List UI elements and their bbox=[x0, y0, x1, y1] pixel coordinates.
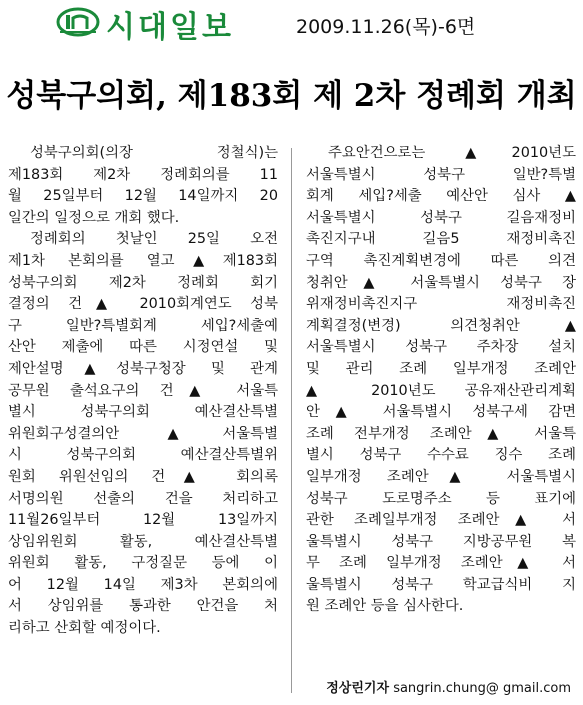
article-line: 월 25일부터 12월 14일까지 20 bbox=[8, 188, 278, 205]
article-line: 상임위원회 활동, 예산결산특별 bbox=[8, 533, 278, 550]
article-left-column bbox=[8, 143, 278, 640]
article-line: 구역 촉진계획변경에 따른 의견 bbox=[306, 252, 576, 269]
article-line: 제183회 제2차 정례회의를 11 bbox=[8, 166, 278, 183]
article-line: 서울특별시 성북구 길음재정비 bbox=[306, 209, 576, 226]
article-line: 제안설명▲성북구청장 및 관계 bbox=[8, 360, 278, 377]
article-line: 11월26일부터 12월 13일까지 bbox=[8, 512, 278, 529]
newspaper-logo-icon bbox=[56, 6, 100, 38]
article-line: 산안 제출에 따른 시정연설 및 bbox=[8, 339, 278, 356]
article-line: 별시 성북구 수수료 징수 조례 bbox=[306, 447, 576, 464]
article-line: 별시 성북구의회 예산결산특별 bbox=[8, 404, 278, 421]
article-line: 위원회구성결의안 ▲서울특별 bbox=[8, 425, 278, 442]
article-line: 관한 조례일부개정 조례안▲ 서 bbox=[306, 512, 576, 529]
paper-name: 시대일보 bbox=[106, 10, 234, 45]
article-line: 및 관리 조례 일부개정 조례안 bbox=[306, 360, 576, 377]
reporter-name: 정상린기자 bbox=[326, 681, 390, 696]
article-line: 계획결정(변경) 의견청취안▲ bbox=[306, 317, 576, 334]
article-right-column bbox=[306, 143, 576, 618]
reporter-email: sangrin.chung@ gmail.com bbox=[393, 681, 571, 696]
article-line: 성북구 도로명주소 등 표기에 bbox=[306, 490, 576, 507]
article-line: 시 성북구의회 예산결산특별위 bbox=[8, 447, 278, 464]
headline: 성북구의회, 제183회 제 2차 정례회 개최 bbox=[6, 78, 577, 114]
article-line: 공무원 출석요구의 건▲ 서울특 bbox=[8, 382, 278, 399]
article-line: 원회 위원선임의 건▲ 회의록 bbox=[8, 468, 278, 485]
article-line: 무 조례 일부개정 조례안▲ 서 bbox=[306, 555, 576, 572]
article-line: 일부개정 조례안▲ 서울특별시 bbox=[306, 468, 576, 485]
masthead bbox=[0, 0, 583, 50]
article-line: 리하고 산회할 예정이다. bbox=[8, 620, 161, 637]
column-divider bbox=[291, 148, 292, 693]
article-line: 성북구의회 제2차 정례회 회기 bbox=[8, 274, 278, 291]
article-line: 정례회의 첫날인 25일 오전 bbox=[30, 231, 278, 248]
article-line: 위원회 활동, 구정질문 등에 이 bbox=[8, 555, 278, 572]
article-line: 성북구의회(의장 정철식)는 bbox=[30, 145, 278, 161]
article-line: 서울특별시 성북구 일반?특별 bbox=[306, 166, 576, 183]
article-line: 촉진지구내 길음5 재정비촉진 bbox=[306, 231, 576, 248]
article-line: 서울특별시 성북구 주차장 설치 bbox=[306, 339, 576, 356]
article-line: 어 12월 14일 제3차 본회의에 bbox=[8, 576, 278, 593]
article-line: 결정의 건▲ 2010회계연도 성북 bbox=[8, 296, 278, 313]
article-line: 청취안▲ 서울특별시 성북구 장 bbox=[306, 274, 576, 291]
article-line: ▲ 2010년도 공유재산관리계획 bbox=[306, 382, 576, 399]
article-line: 서 상임위를 통과한 안건을 처 bbox=[8, 598, 278, 615]
article-line: 울특별시 성북구 학교급식비 지 bbox=[306, 576, 576, 593]
article-line: 조례 전부개정 조례안▲ 서울특 bbox=[306, 425, 576, 442]
article-line: 주요안건으로는 ▲2010년도 bbox=[328, 145, 576, 161]
article-line: 위재정비촉진지구 재정비촉진 bbox=[306, 296, 576, 313]
article-line: 원 조례안 등을 심사한다. bbox=[306, 598, 464, 615]
byline bbox=[326, 677, 571, 696]
article-line: 안▲ 서울특별시 성북구세 감면 bbox=[306, 404, 576, 421]
article-line: 울특별시 성북구 지방공무원 복 bbox=[306, 533, 576, 550]
article-line: 구 일반?특별회계 세입?세출예 bbox=[8, 317, 278, 334]
article-line: 제1차 본회의를 열고▲제183회 bbox=[8, 252, 278, 269]
issue-date: 2009.11.26(목)-6면 bbox=[296, 16, 476, 38]
article-line: 일간의 일정으로 개회 했다. bbox=[8, 209, 180, 226]
article-line: 회계 세입?세출 예산안 심사 ▲ bbox=[306, 188, 576, 205]
article-line: 서명의원 선출의 건을 처리하고 bbox=[8, 490, 278, 507]
